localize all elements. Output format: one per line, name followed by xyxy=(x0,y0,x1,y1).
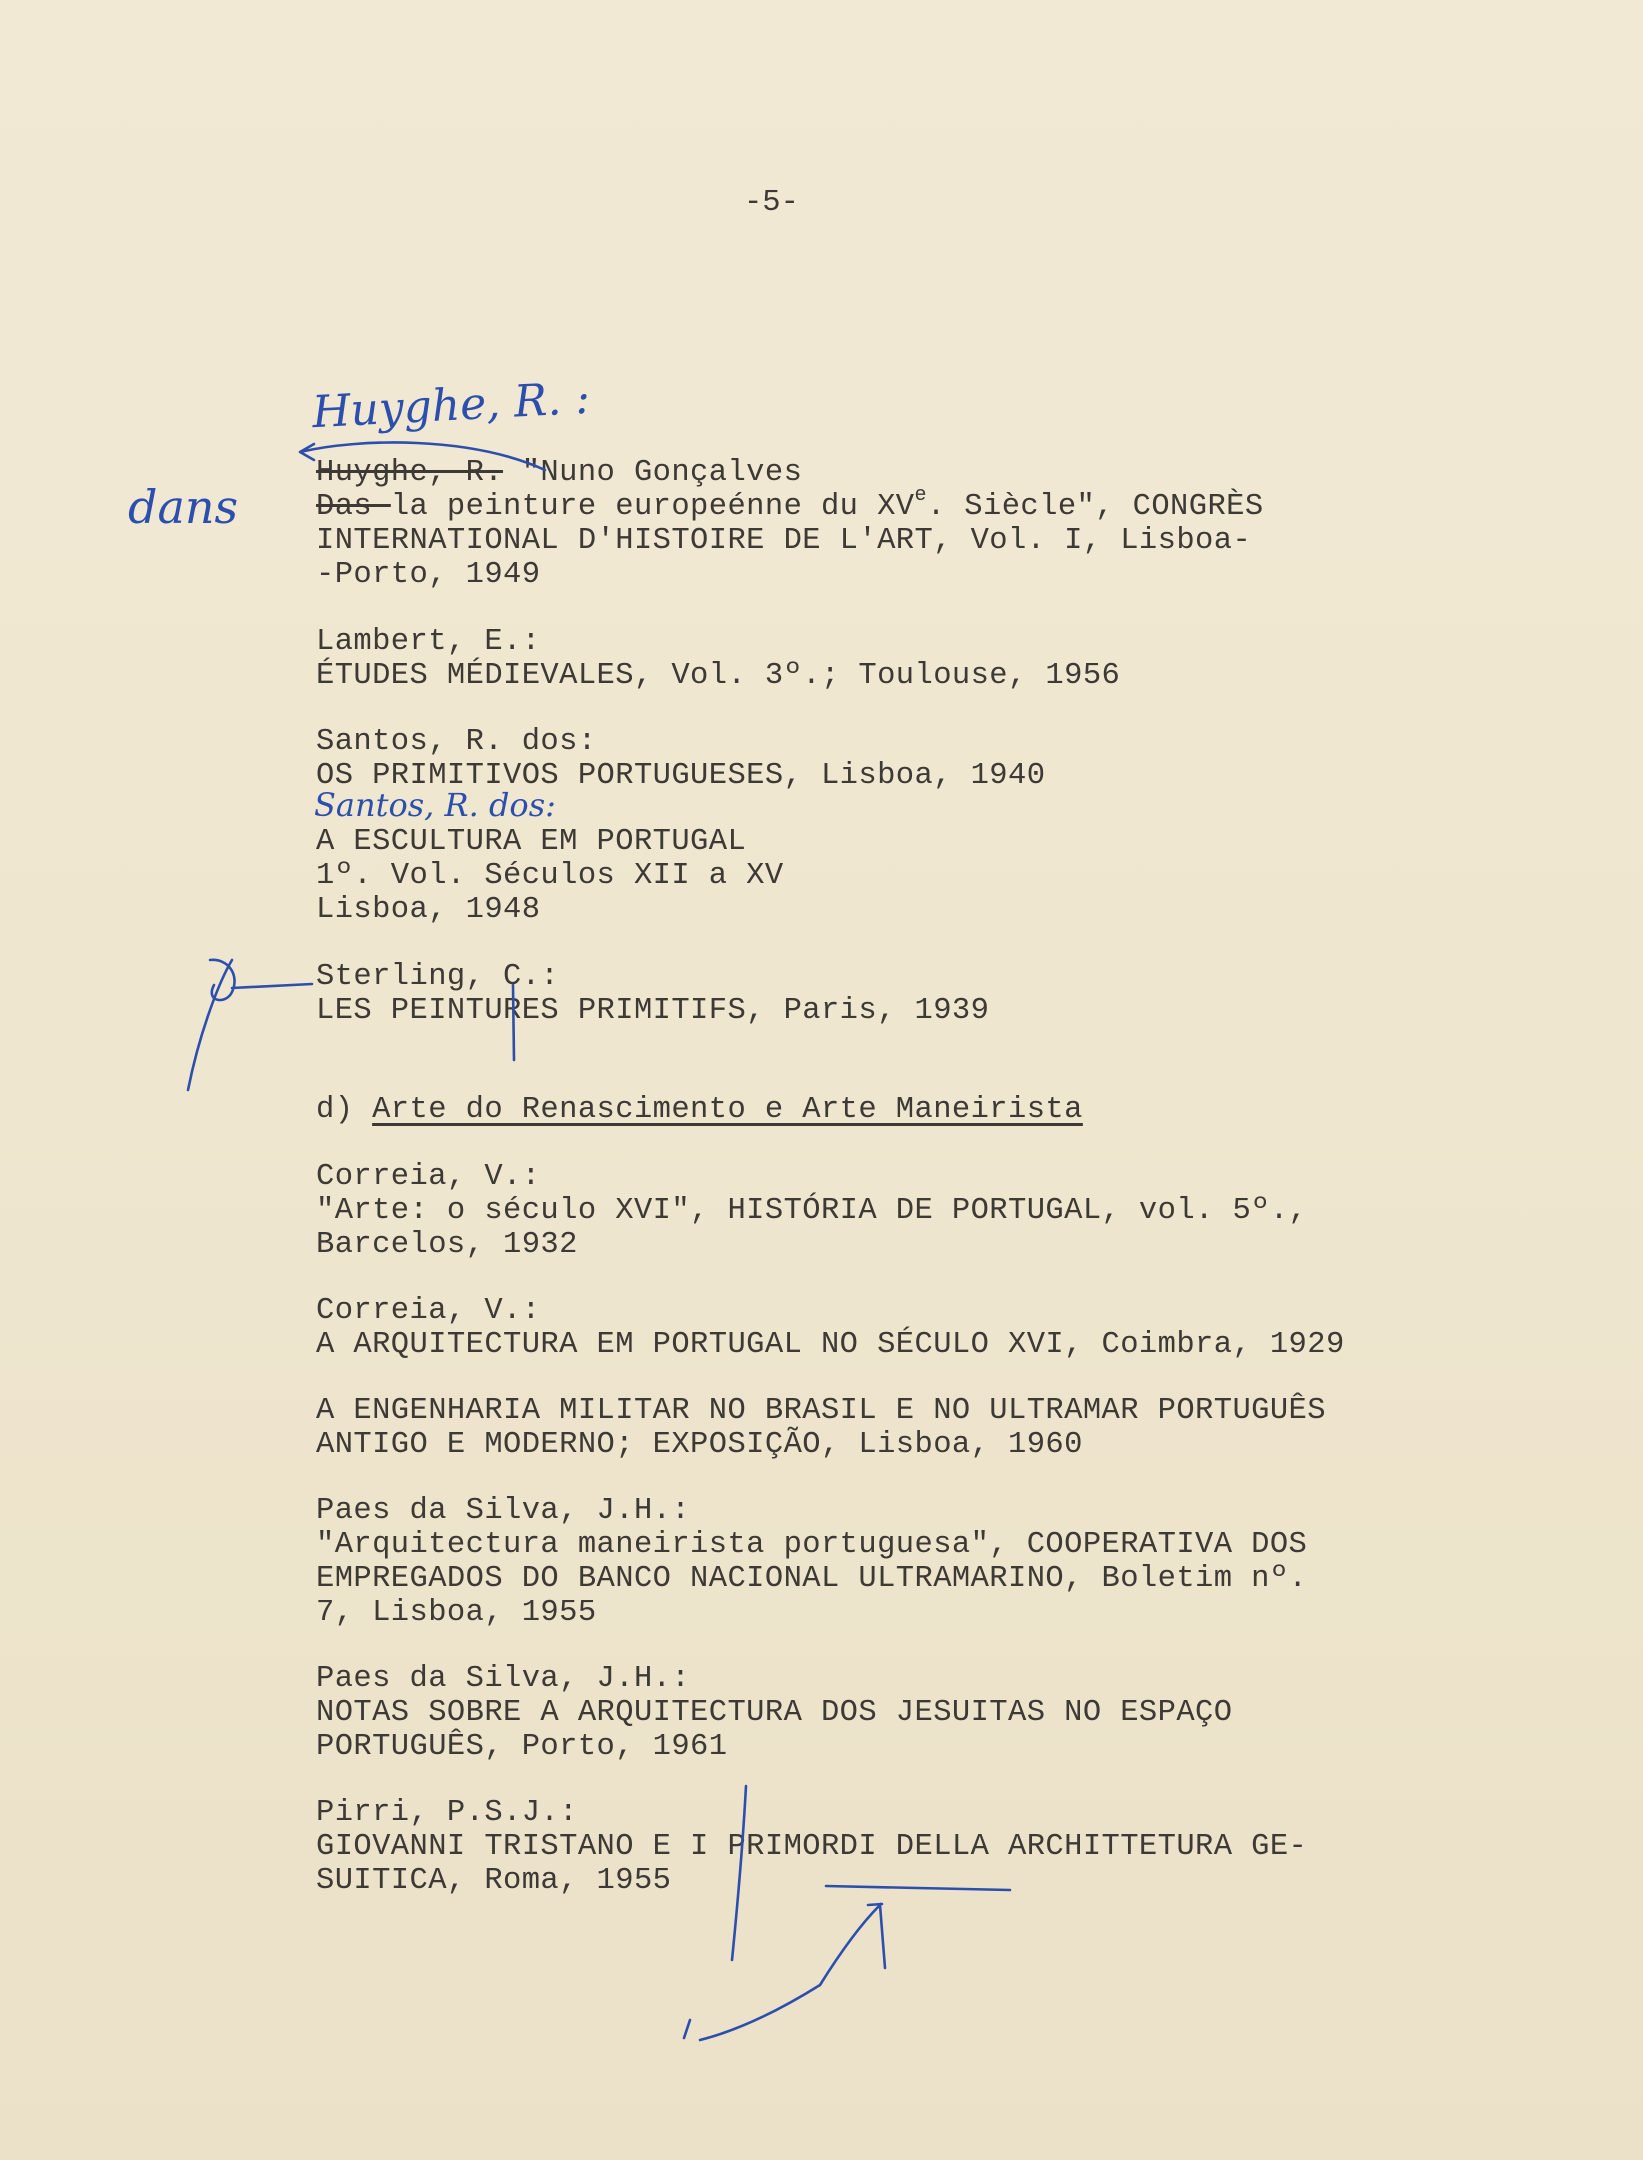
santos1-title: OS PRIMITIVOS PORTUGUESES, Lisboa, 1940 xyxy=(316,759,1046,793)
santos2-title-1: A ESCULTURA EM PORTUGAL xyxy=(316,825,747,859)
engenharia-line-2: ANTIGO E MODERNO; EXPOSIÇÃO, Lisboa, 1960 xyxy=(316,1428,1083,1462)
correia2-title: A ARQUITECTURA EM PORTUGAL NO SÉCULO XVI, Coimbra, 1929 xyxy=(316,1328,1345,1362)
section-d-prefix: d) xyxy=(316,1093,373,1127)
sterling-title: LES PEINTURES PRIMITIFS, Paris, 1939 xyxy=(316,994,990,1028)
handwritten-santos-insert: Santos, R. dos: xyxy=(314,786,556,824)
handwritten-dans: dans xyxy=(128,480,239,534)
pirri-author: Pirri, P.S.J.: xyxy=(316,1796,578,1830)
paes1-line-2: EMPREGADOS DO BANCO NACIONAL ULTRAMARINO, Boletim nº. xyxy=(316,1562,1308,1596)
paes2-line-2: PORTUGUÊS, Porto, 1961 xyxy=(316,1730,728,1764)
paes1-line-1: "Arquitectura maneirista portuguesa", COOPERATIVA DOS xyxy=(316,1528,1308,1562)
handwritten-heading-author: Huyghe, R. : xyxy=(310,372,592,439)
correia1-line-1: "Arte: o século XVI", HISTÓRIA DE PORTUGAL, vol. 5º., xyxy=(316,1194,1308,1228)
paes2-author: Paes da Silva, J.H.: xyxy=(316,1662,691,1696)
huyghe-title-cont: la peinture europeénne du XV xyxy=(390,490,915,524)
santos2-title-3: Lisboa, 1948 xyxy=(316,893,541,927)
pirri-line-2: SUITICA, Roma, 1955 xyxy=(316,1864,672,1898)
santos1-author: Santos, R. dos: xyxy=(316,725,597,759)
page-number: -5- xyxy=(744,186,799,220)
huyghe-line-3: INTERNATIONAL D'HISTOIRE DE L'ART, Vol. I, Lisboa- xyxy=(316,524,1252,558)
correia2-author: Correia, V.: xyxy=(316,1294,541,1328)
huyghe-line-4: -Porto, 1949 xyxy=(316,558,541,592)
santos2-title-2: 1º. Vol. Séculos XII a XV xyxy=(316,859,784,893)
huyghe-author-struck: Huyghe, R. xyxy=(316,456,504,490)
correia1-author: Correia, V.: xyxy=(316,1160,541,1194)
correia1-line-2: Barcelos, 1932 xyxy=(316,1228,578,1262)
huyghe-line-1 xyxy=(316,456,802,490)
huyghe-superscript: e xyxy=(914,484,927,507)
paes1-line-3: 7, Lisboa, 1955 xyxy=(316,1596,597,1630)
lambert-author: Lambert, E.: xyxy=(316,625,541,659)
section-d-heading xyxy=(316,1093,1083,1127)
sterling-author: Sterling, C.: xyxy=(316,960,560,994)
huyghe-das-struck: Das xyxy=(316,490,391,524)
section-d-title: Arte do Renascimento e Arte Maneirista xyxy=(372,1093,1083,1127)
huyghe-title-end: . Siècle", CONGRÈS xyxy=(926,490,1264,524)
huyghe-title-start: "Nuno Gonçalves xyxy=(503,456,803,490)
paes1-author: Paes da Silva, J.H.: xyxy=(316,1494,691,1528)
lambert-title: ÉTUDES MÉDIEVALES, Vol. 3º.; Toulouse, 1956 xyxy=(316,659,1121,693)
engenharia-line-1: A ENGENHARIA MILITAR NO BRASIL E NO ULTRAMAR PORTUGUÊS xyxy=(316,1394,1326,1428)
pirri-line-1: GIOVANNI TRISTANO E I PRIMORDI DELLA ARCHITTETURA GE- xyxy=(316,1830,1308,1864)
huyghe-line-2 xyxy=(316,484,1264,527)
paes2-line-1: NOTAS SOBRE A ARQUITECTURA DOS JESUITAS NO ESPAÇO xyxy=(316,1696,1233,1730)
